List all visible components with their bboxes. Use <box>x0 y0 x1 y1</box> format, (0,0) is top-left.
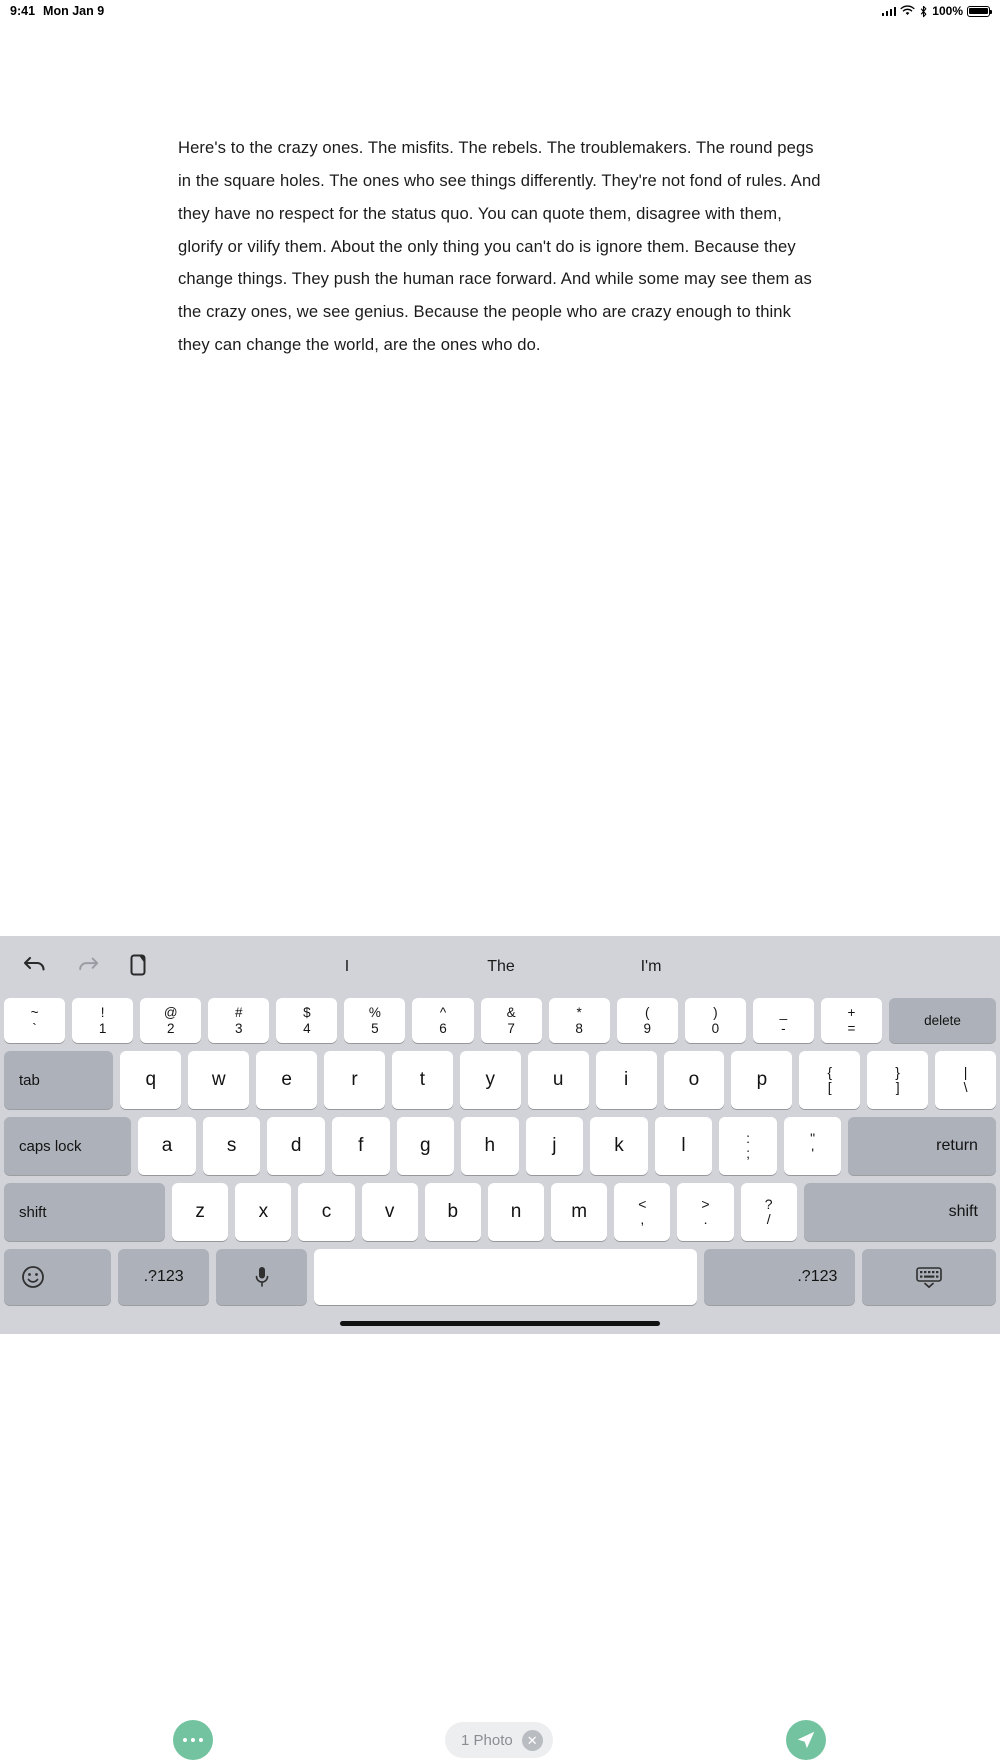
key-equals[interactable]: + = <box>821 998 882 1043</box>
status-bar-right <box>882 4 990 18</box>
key-z[interactable]: z <box>172 1183 228 1241</box>
key-n[interactable]: n <box>488 1183 544 1241</box>
key-4[interactable]: $ 4 <box>276 998 337 1043</box>
key-d[interactable]: d <box>267 1117 325 1175</box>
key-bracket-left[interactable]: { [ <box>799 1051 860 1109</box>
key-h[interactable]: h <box>461 1117 519 1175</box>
undo-icon[interactable] <box>22 954 48 981</box>
key-j[interactable]: j <box>526 1117 584 1175</box>
key-8[interactable]: * 8 <box>549 998 610 1043</box>
prediction-3[interactable]: I'm <box>576 958 726 976</box>
keyboard-toolbar-icons <box>22 953 150 982</box>
battery-icon <box>967 6 990 17</box>
key-s[interactable]: s <box>203 1117 261 1175</box>
prediction-2[interactable]: The <box>426 958 576 976</box>
key-l[interactable]: l <box>655 1117 713 1175</box>
keyboard-row-home <box>4 1117 996 1175</box>
predictive-text-bar <box>268 936 1000 998</box>
key-numbers-right[interactable]: .?123 <box>704 1249 856 1305</box>
ellipsis-icon <box>183 1738 204 1743</box>
key-bracket-right[interactable]: } ] <box>867 1051 928 1109</box>
key-return[interactable]: return <box>848 1117 996 1175</box>
key-q[interactable]: q <box>120 1051 181 1109</box>
attachment-label: 1 Photo <box>461 1731 513 1749</box>
keyboard-row-numbers <box>4 998 996 1043</box>
keyboard-toolbar <box>0 936 1000 998</box>
key-r[interactable]: r <box>324 1051 385 1109</box>
key-7[interactable]: & 7 <box>481 998 542 1043</box>
key-y[interactable]: y <box>460 1051 521 1109</box>
key-shift-right[interactable]: shift <box>804 1183 996 1241</box>
key-3[interactable]: # 3 <box>208 998 269 1043</box>
emoji-icon[interactable] <box>4 1249 111 1305</box>
key-a[interactable]: a <box>138 1117 196 1175</box>
bluetooth-icon <box>919 5 928 18</box>
key-u[interactable]: u <box>528 1051 589 1109</box>
redo-icon[interactable] <box>76 954 100 981</box>
paste-icon[interactable] <box>128 953 150 982</box>
prediction-1[interactable]: I <box>344 958 350 975</box>
key-semicolon[interactable]: : ; <box>719 1117 777 1175</box>
key-shift-left[interactable]: shift <box>4 1183 165 1241</box>
key-g[interactable]: g <box>397 1117 455 1175</box>
key-slash[interactable]: ? / <box>741 1183 797 1241</box>
key-f[interactable]: f <box>332 1117 390 1175</box>
key-period[interactable]: > . <box>677 1183 733 1241</box>
key-9[interactable]: ( 9 <box>617 998 678 1043</box>
key-delete[interactable]: delete <box>889 998 996 1043</box>
key-x[interactable]: x <box>235 1183 291 1241</box>
keyboard-rows <box>0 998 1000 1305</box>
status-time: 9:41 <box>10 4 36 18</box>
key-tab[interactable]: tab <box>4 1051 113 1109</box>
keyboard-row-space <box>4 1249 996 1305</box>
key-space[interactable] <box>314 1249 697 1305</box>
message-body[interactable]: Here's to the crazy ones. The misfits. The rebels. The troublemakers. The round pegs in the square holes. The ones who see things differently. They're not fond of rules. And they have no respect for the status quo. You can quote them, disagree with them, glorify or vilify them. About the only thing you can't do is ignore them. Because they change things. They push the human race forward. And while some may see them as the crazy ones, we see genius. Because the people who are crazy enough to think they can change the world, are the ones who do. <box>178 138 821 355</box>
key-m[interactable]: m <box>551 1183 607 1241</box>
key-1[interactable]: ! 1 <box>72 998 133 1043</box>
key-e[interactable]: e <box>256 1051 317 1109</box>
wifi-icon <box>900 5 915 17</box>
key-o[interactable]: o <box>664 1051 725 1109</box>
key-2[interactable]: @ 2 <box>140 998 201 1043</box>
hide-keyboard-icon[interactable] <box>862 1249 996 1305</box>
status-bar-left <box>10 4 104 18</box>
onscreen-keyboard[interactable] <box>0 936 1000 1334</box>
close-icon[interactable]: ✕ <box>522 1730 543 1751</box>
key-tilde[interactable]: ~ ` <box>4 998 65 1043</box>
key-caps-lock[interactable]: caps lock <box>4 1117 131 1175</box>
more-options-button[interactable] <box>173 1720 213 1760</box>
send-button[interactable] <box>786 1720 826 1760</box>
send-icon <box>795 1729 817 1751</box>
key-5[interactable]: % 5 <box>344 998 405 1043</box>
key-c[interactable]: c <box>298 1183 354 1241</box>
status-date: Mon Jan 9 <box>43 4 105 18</box>
key-b[interactable]: b <box>425 1183 481 1241</box>
key-0[interactable]: ) 0 <box>685 998 746 1043</box>
key-t[interactable]: t <box>392 1051 453 1109</box>
key-6[interactable]: ^ 6 <box>412 998 473 1043</box>
home-indicator <box>340 1321 660 1326</box>
key-backslash[interactable]: | \ <box>935 1051 996 1109</box>
key-comma[interactable]: < , <box>614 1183 670 1241</box>
key-k[interactable]: k <box>590 1117 648 1175</box>
key-p[interactable]: p <box>731 1051 792 1109</box>
key-w[interactable]: w <box>188 1051 249 1109</box>
keyboard-row-qwerty <box>4 1051 996 1109</box>
key-v[interactable]: v <box>362 1183 418 1241</box>
key-minus[interactable]: _ - <box>753 998 814 1043</box>
cellular-signal-icon <box>882 6 897 16</box>
status-bar <box>0 0 1000 22</box>
keyboard-row-bottom-letters <box>4 1183 996 1241</box>
microphone-icon[interactable] <box>216 1249 307 1305</box>
key-quote[interactable]: " ' <box>784 1117 842 1175</box>
attachment-chip[interactable] <box>445 1722 553 1758</box>
key-i[interactable]: i <box>596 1051 657 1109</box>
battery-percent: 100% <box>932 4 963 18</box>
key-numbers-left[interactable]: .?123 <box>118 1249 209 1305</box>
